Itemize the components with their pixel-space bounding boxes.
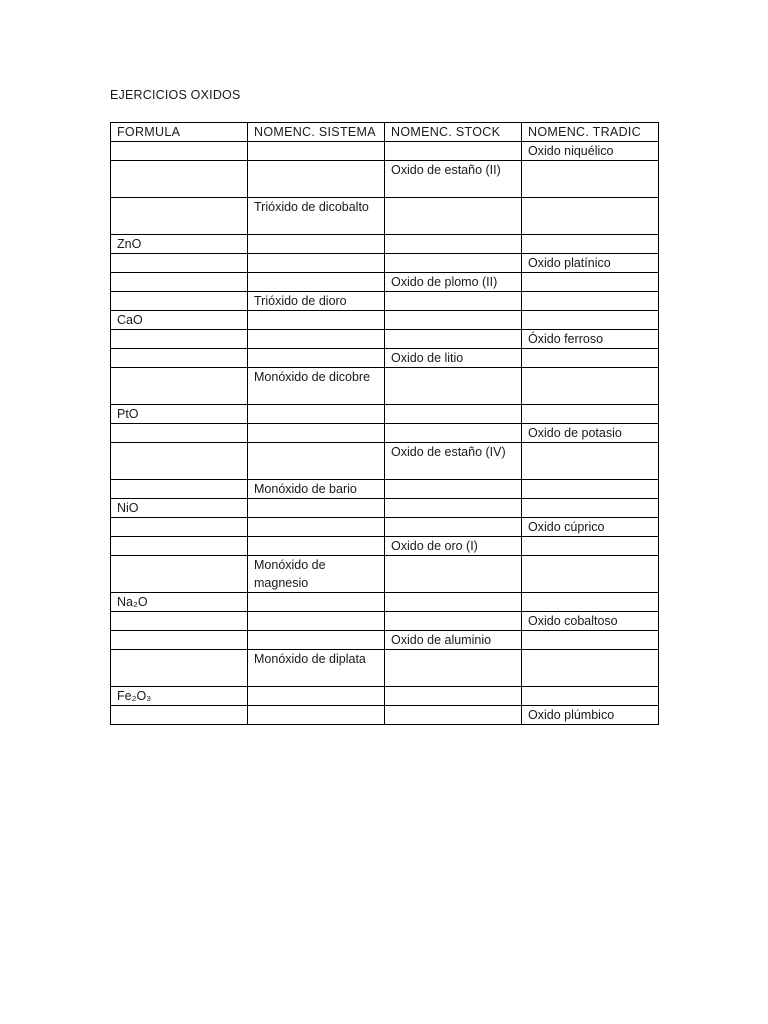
cell-sistema <box>248 161 385 198</box>
cell-formula <box>111 273 248 292</box>
cell-formula <box>111 254 248 273</box>
table-row <box>111 631 659 650</box>
table-row <box>111 687 659 706</box>
cell-formula <box>111 330 248 349</box>
cell-sistema <box>248 349 385 368</box>
cell-sistema <box>248 706 385 725</box>
cell-tradic <box>522 161 659 198</box>
cell-sistema <box>248 612 385 631</box>
header-nomenc-tradic: NOMENC. TRADIC <box>522 123 659 142</box>
cell-formula <box>111 198 248 235</box>
cell-sistema <box>248 235 385 254</box>
cell-tradic <box>522 631 659 650</box>
cell-formula: ZnO <box>111 235 248 254</box>
table-row <box>111 405 659 424</box>
cell-stock: Oxido de estaño (II) <box>385 161 522 198</box>
cell-stock <box>385 687 522 706</box>
cell-tradic <box>522 499 659 518</box>
cell-tradic <box>522 292 659 311</box>
cell-formula: NiO <box>111 499 248 518</box>
cell-formula: CaO <box>111 311 248 330</box>
cell-tradic: Oxido cobaltoso <box>522 612 659 631</box>
cell-tradic <box>522 405 659 424</box>
cell-formula <box>111 443 248 480</box>
cell-sistema: Monóxido de magnesio <box>248 556 385 593</box>
table-row <box>111 292 659 311</box>
cell-sistema <box>248 405 385 424</box>
cell-tradic <box>522 537 659 556</box>
cell-sistema <box>248 499 385 518</box>
cell-formula <box>111 349 248 368</box>
cell-stock <box>385 405 522 424</box>
cell-formula <box>111 161 248 198</box>
table-row <box>111 518 659 537</box>
cell-stock: Oxido de oro (I) <box>385 537 522 556</box>
header-row <box>111 123 659 142</box>
cell-stock <box>385 650 522 687</box>
table-row <box>111 311 659 330</box>
cell-sistema: Monóxido de diplata <box>248 650 385 687</box>
table-row <box>111 556 659 593</box>
cell-sistema <box>248 443 385 480</box>
table-row <box>111 235 659 254</box>
table-row <box>111 254 659 273</box>
document-title: EJERCICIOS OXIDOS <box>110 88 241 102</box>
table-row <box>111 142 659 161</box>
cell-stock <box>385 424 522 443</box>
table-row <box>111 537 659 556</box>
cell-sistema <box>248 631 385 650</box>
cell-formula <box>111 612 248 631</box>
cell-stock <box>385 235 522 254</box>
cell-tradic: Oxido niquélico <box>522 142 659 161</box>
cell-tradic <box>522 198 659 235</box>
cell-tradic <box>522 480 659 499</box>
cell-stock: Oxido de plomo (II) <box>385 273 522 292</box>
cell-sistema <box>248 424 385 443</box>
header-nomenc-stock: NOMENC. STOCK <box>385 123 522 142</box>
table-row <box>111 480 659 499</box>
cell-tradic <box>522 349 659 368</box>
cell-stock: Oxido de litio <box>385 349 522 368</box>
cell-tradic: Óxido ferroso <box>522 330 659 349</box>
table-row <box>111 349 659 368</box>
cell-sistema: Trióxido de dioro <box>248 292 385 311</box>
cell-formula <box>111 556 248 593</box>
cell-sistema: Trióxido de dicobalto <box>248 198 385 235</box>
cell-tradic: Oxido cúprico <box>522 518 659 537</box>
cell-tradic <box>522 235 659 254</box>
cell-stock: Oxido de estaño (IV) <box>385 443 522 480</box>
cell-stock <box>385 198 522 235</box>
table-row <box>111 593 659 612</box>
table-row <box>111 443 659 480</box>
cell-formula: Na₂O <box>111 593 248 612</box>
cell-stock <box>385 480 522 499</box>
cell-tradic <box>522 368 659 405</box>
cell-formula <box>111 424 248 443</box>
cell-stock: Oxido de aluminio <box>385 631 522 650</box>
cell-sistema <box>248 687 385 706</box>
cell-tradic <box>522 273 659 292</box>
cell-formula <box>111 368 248 405</box>
cell-sistema <box>248 273 385 292</box>
cell-stock <box>385 292 522 311</box>
table-row <box>111 273 659 292</box>
cell-formula <box>111 518 248 537</box>
table-row <box>111 161 659 198</box>
cell-tradic <box>522 593 659 612</box>
cell-sistema <box>248 142 385 161</box>
cell-formula <box>111 142 248 161</box>
cell-formula <box>111 631 248 650</box>
cell-stock <box>385 593 522 612</box>
header-nomenc-sistema: NOMENC. SISTEMA <box>248 123 385 142</box>
cell-stock <box>385 499 522 518</box>
table-row <box>111 330 659 349</box>
oxides-table <box>110 122 659 725</box>
table-row <box>111 706 659 725</box>
cell-tradic <box>522 687 659 706</box>
table-row <box>111 612 659 631</box>
cell-stock <box>385 612 522 631</box>
table-row <box>111 499 659 518</box>
cell-tradic <box>522 311 659 330</box>
cell-tradic: Oxido platínico <box>522 254 659 273</box>
cell-sistema <box>248 330 385 349</box>
cell-stock <box>385 556 522 593</box>
cell-formula: Fe₂O₃ <box>111 687 248 706</box>
cell-stock <box>385 254 522 273</box>
cell-sistema: Monóxido de dicobre <box>248 368 385 405</box>
cell-tradic: Oxido de potasio <box>522 424 659 443</box>
cell-sistema <box>248 311 385 330</box>
cell-tradic <box>522 443 659 480</box>
cell-sistema <box>248 254 385 273</box>
cell-formula <box>111 706 248 725</box>
table-row <box>111 424 659 443</box>
cell-stock <box>385 311 522 330</box>
table-row <box>111 650 659 687</box>
cell-formula: PtO <box>111 405 248 424</box>
cell-tradic: Oxido plúmbico <box>522 706 659 725</box>
table-row <box>111 198 659 235</box>
cell-formula <box>111 480 248 499</box>
cell-formula <box>111 650 248 687</box>
cell-tradic <box>522 650 659 687</box>
cell-sistema <box>248 593 385 612</box>
cell-stock <box>385 518 522 537</box>
cell-stock <box>385 368 522 405</box>
cell-formula <box>111 292 248 311</box>
cell-sistema <box>248 518 385 537</box>
cell-stock <box>385 142 522 161</box>
cell-stock <box>385 330 522 349</box>
table-row <box>111 368 659 405</box>
cell-sistema <box>248 537 385 556</box>
cell-stock <box>385 706 522 725</box>
cell-tradic <box>522 556 659 593</box>
cell-sistema: Monóxido de bario <box>248 480 385 499</box>
header-formula: FORMULA <box>111 123 248 142</box>
cell-formula <box>111 537 248 556</box>
